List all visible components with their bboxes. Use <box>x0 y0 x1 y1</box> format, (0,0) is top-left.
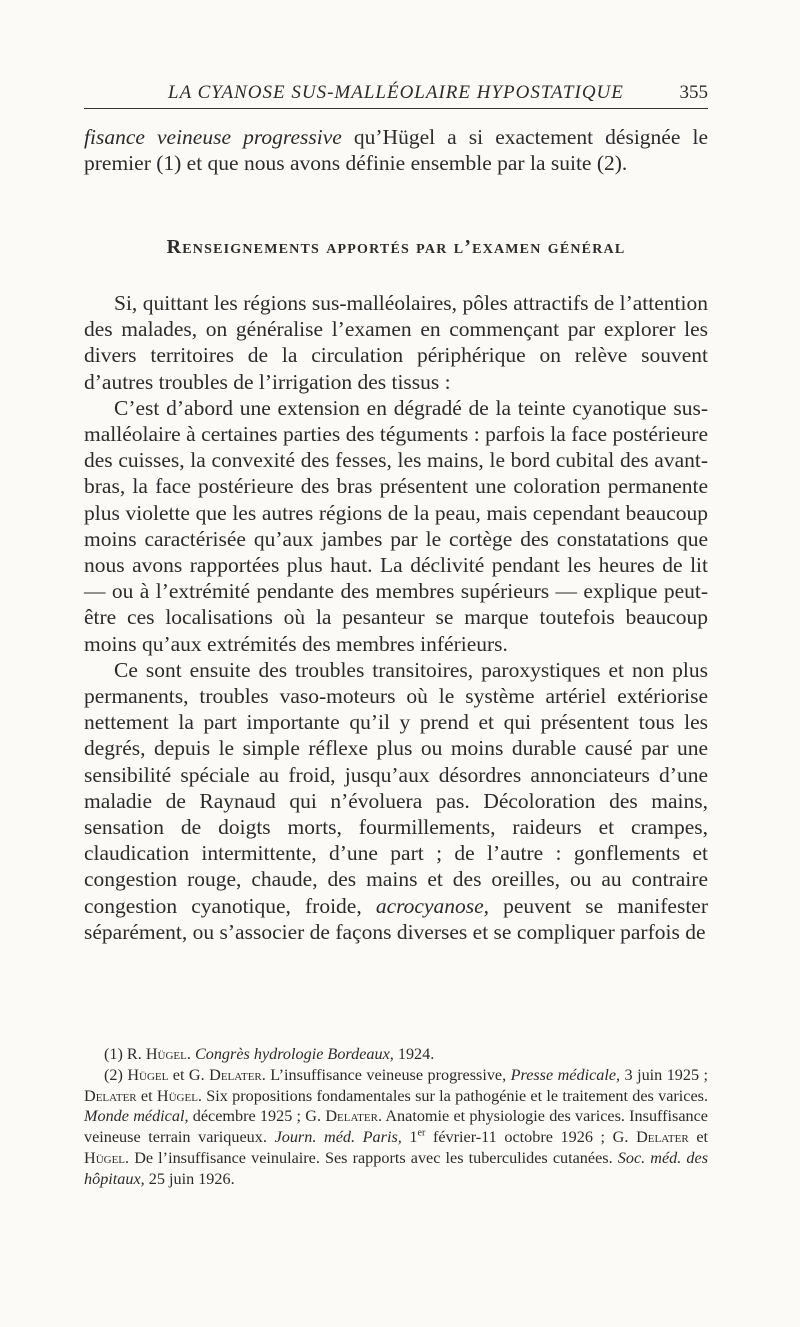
footnote-2-text-1: et G. <box>168 1065 210 1084</box>
footnote-2-text-9: février-11 octobre 1926 ; G. <box>425 1128 637 1147</box>
footnote-2-text-11: De l’insuffisance veinulaire. Ses rapports avec les tuberculides cutanées. <box>129 1148 618 1167</box>
paragraph-3-text-a: Ce sont ensuite des troubles transitoires, paroxystiques et non plus permanents, troubles vaso-moteurs où le système artériel extériorise nettement la part importante qu’il y prend et qui présentent tous les degrés, depuis le simple réflexe plus ou moins durable causé par une sensibilité spéciale au froid, jusqu’aux désordres annonciateurs d’une maladie de Raynaud qui n’évoluera pas. Décoloration des mains, sensation de doigts morts, fourmillements, raideurs et crampes, claudication intermittente, d’une part ; de l’autre : gonflements et congestion rouge, chaude, des mains et des oreilles, ou au contraire congestion cyanotique, froide, <box>84 657 708 918</box>
footnote-1-year: 1924. <box>393 1045 435 1063</box>
footnote-2-number: (2) <box>104 1065 128 1084</box>
footnote-2-journal-2: Monde médical, <box>84 1107 189 1126</box>
footnote-2-author-6: Delater <box>636 1128 689 1147</box>
footnote-2-author-5: Delater. <box>325 1107 382 1126</box>
body-text <box>84 290 708 945</box>
footnote-2-text-10: et <box>688 1128 709 1147</box>
footnote-2-journal-4: Soc. méd. des hôpitaux, <box>84 1148 708 1188</box>
paragraph-1: Si, quittant les régions sus-malléolaires, pôles attractifs de l’attention des malades, on généralise l’examen en commençant par explorer les divers territoires de la circulation périphérique on relève souvent d’autres troubles de l’irrigation des tissus : <box>84 291 708 394</box>
running-header <box>84 78 708 109</box>
footnote-2-author-1: Hügel <box>127 1065 169 1084</box>
footnote-2-author-7: Hügel. <box>84 1148 130 1167</box>
footnote-2-superscript: er <box>417 1127 426 1139</box>
footnote-2 <box>84 1065 708 1190</box>
footnote-2-text-8: 1 <box>401 1128 418 1147</box>
paragraph-3-italic: acrocyanose <box>375 893 484 918</box>
section-heading: Renseignements apportés par l’examen général <box>166 236 626 258</box>
paragraph-3 <box>84 657 708 945</box>
footnote-2-text-5: Six propositions fondamentales sur la pathogénie et le traitement des varices. <box>201 1086 708 1105</box>
footnote-2-journal-3: Journ. méd. Paris, <box>274 1128 402 1147</box>
paragraph-2: C’est d’abord une extension en dégradé de la teinte cyanotique sus-malléolaire à certaines parties des téguments : parfois la face postérieure des cuisses, la convexité des fesses, les mains, le bord cubital des avant-bras, la face postérieure des bras présentent une coloration permanente plus violette que les autres régions de la peau, mais cependant beaucoup moins caractérisée qu’aux jambes par le cortège des constatations que nous avons rapportées plus haut. La déclivité pendant les heures de lit — ou à l’extrémité pendante des membres supérieurs — explique peut-être ces localisations où la pesanteur se marque toutefois beaucoup moins qu’aux extrémités des membres inférieurs. <box>84 395 708 656</box>
footnote-2-text-3: 3 juin 1925 ; <box>620 1065 709 1084</box>
footnote-2-text-7: Anatomie et physiologie des varices. Insuffisance veineuse terrain variqueux. <box>84 1107 708 1147</box>
footnote-1 <box>84 1044 708 1065</box>
page-number: 355 <box>679 82 708 103</box>
opening-paragraph <box>84 124 708 176</box>
footnote-2-author-4: Hügel. <box>156 1086 202 1105</box>
footnote-2-text-2: L’insuffisance veineuse progressive, <box>265 1065 511 1084</box>
footnotes <box>84 1044 708 1190</box>
footnote-1-title: Congrès hydrologie Bordeaux, <box>190 1045 394 1063</box>
opening-text: qu’Hügel a si exactement désignée le premier (1) et que nous avons définie ensemble par la suite (2). <box>84 125 708 176</box>
paragraph-3-text-b: , peuvent se manifester séparément, ou s’associer de façons diverses et se compliquer parfois de <box>84 893 709 944</box>
opening-italic: fisance veineuse progressive <box>84 125 342 149</box>
footnote-2-text-6: décembre 1925 ; G. <box>188 1107 326 1126</box>
footnote-1-author: R. Hügel. <box>126 1045 191 1063</box>
footnote-2-author-3: Delater <box>84 1086 137 1105</box>
footnote-2-author-2: Delater. <box>209 1065 266 1084</box>
footnote-2-journal-1: Presse médicale, <box>510 1065 621 1084</box>
footnote-2-text-12: 25 juin 1926. <box>144 1169 235 1188</box>
footnote-2-text-4: et <box>136 1086 157 1105</box>
footnote-1-number: (1) <box>104 1045 127 1063</box>
running-title: LA CYANOSE SUS-MALLÉOLAIRE HYPOSTATIQUE <box>168 82 624 103</box>
